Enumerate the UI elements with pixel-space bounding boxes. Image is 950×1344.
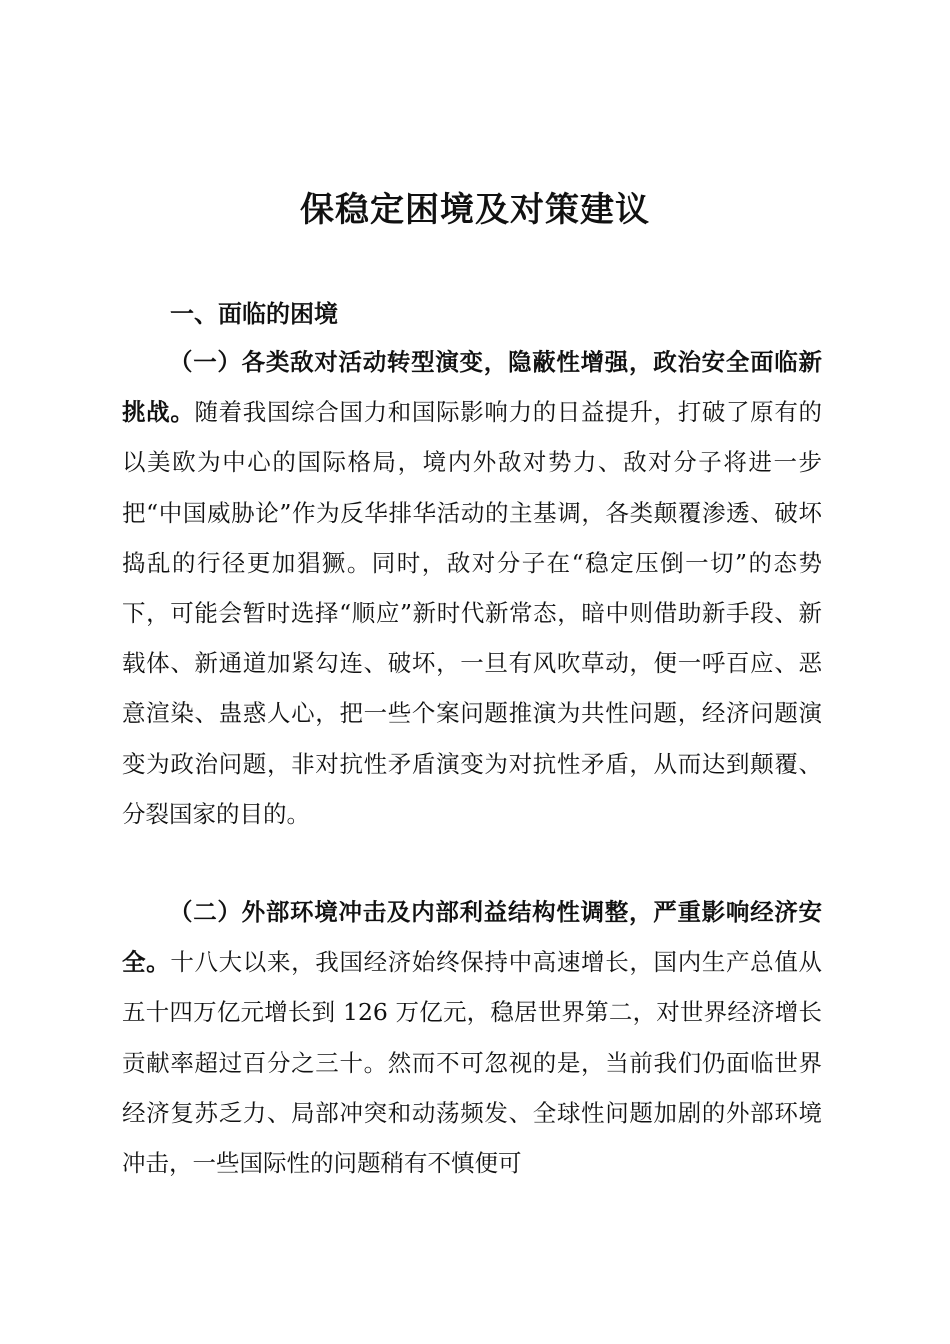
paragraph-1-lead: （一）各类敌对活动转型演变，隐蔽性增强，政治安全面临新挑战。 — [122, 348, 822, 427]
paragraph-2-body: 十八大以来，我国经济始终保持中高速增长，国内生产总值从五十四万亿元增长到 126 万亿元，稳居世界第二，对世界经济增长贡献率超过百分之三十。然而不可忽视的是，当前我们仍面临世界经济复苏乏力、局部冲突和动荡频发、全球性问题加剧的外部环境冲击，一些国际性的问题稍有不慎便可 — [122, 948, 823, 1178]
paragraph-2-lead: （二）外部环境冲击及内部利益结构性调整，严重影响经济安全。 — [122, 898, 822, 977]
section-heading: 一、面临的困境 — [170, 300, 338, 328]
paragraph-1 — [122, 337, 822, 839]
document-title: 保稳定困境及对策建议 — [300, 190, 650, 230]
paragraph-1-body: 随着我国综合国力和国际影响力的日益提升，打破了原有的以美欧为中心的国际格局，境内外敌对势力、敌对分子将进一步把“中国威胁论”作为反华排华活动的主基调，各类颠覆渗透、破坏捣乱的行径更加猖獗。同时，敌对分子在“稳定压倒一切”的态势下，可能会暂时选择“顺应”新时代新常态，暗中则借助新手段、新载体、新通道加紧勾连、破坏，一旦有风吹草动，便一呼百应、恶意渲染、蛊惑人心，把一些个案问题推演为共性问题，经济问题演变为政治问题，非对抗性矛盾演变为对抗性矛盾，从而达到颠覆、分裂国家的目的。 — [122, 398, 823, 828]
paragraph-2 — [122, 887, 822, 1188]
